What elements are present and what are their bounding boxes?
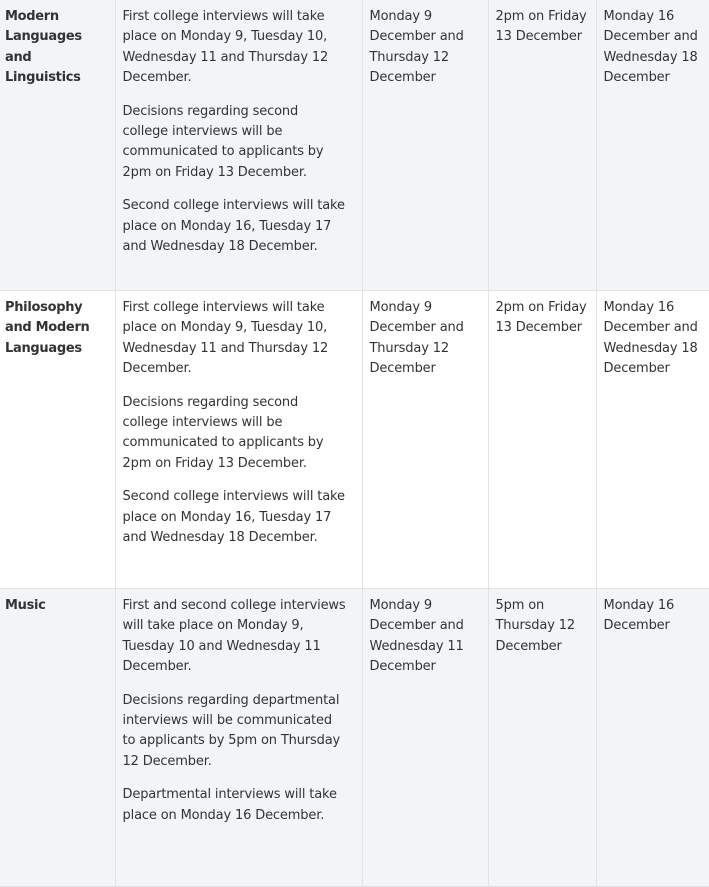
second-interview-dates-cell: Monday 16 December and Wednesday 18 December [596,0,709,291]
details-paragraph: Decisions regarding departmental interviews will be communicated to applicants by 5pm on Thursday 12 December. [122,692,341,769]
second-interview-dates-cell: Monday 16 December and Wednesday 18 December [596,291,709,589]
interview-details-cell [115,0,362,291]
subject-cell: Philosophy and Modern Languages [0,291,115,589]
subject-cell: Music [0,589,115,887]
first-interview-dates-cell: Monday 9 December and Wednesday 11 December [362,589,488,887]
second-interview-dates-cell: Monday 16 December [596,589,709,887]
first-interview-dates-cell: Monday 9 December and Thursday 12 December [362,291,488,589]
details-paragraph: First and second college interviews will take place on Monday 9, Tuesday 10 and Wednesday 11 December. [122,598,346,674]
details-paragraph: Second college interviews will take place on Monday 16, Tuesday 17 and Wednesday 18 December. [122,198,345,254]
details-paragraph: Departmental interviews will take place on Monday 16 December. [122,787,337,823]
table-row [0,291,709,589]
decision-time-cell: 5pm on Thursday 12 December [488,589,596,887]
first-interview-dates-cell: Monday 9 December and Thursday 12 December [362,0,488,291]
interview-details-cell [115,291,362,589]
table-row [0,0,709,291]
subject-cell: Modern Languages and Linguistics [0,0,115,291]
decision-time-cell: 2pm on Friday 13 December [488,291,596,589]
decision-time-cell: 2pm on Friday 13 December [488,0,596,291]
details-paragraph: Decisions regarding second college interviews will be communicated to applicants by 2pm on Friday 13 December. [122,103,324,180]
details-paragraph: First college interviews will take place on Monday 9, Tuesday 10, Wednesday 11 and Thursday 12 December. [122,9,329,85]
table-row [0,589,709,887]
details-paragraph: First college interviews will take place on Monday 9, Tuesday 10, Wednesday 11 and Thursday 12 December. [122,300,329,376]
details-paragraph: Decisions regarding second college interviews will be communicated to applicants by 2pm on Friday 13 December. [122,394,324,471]
interview-details-cell [115,589,362,887]
details-paragraph: Second college interviews will take place on Monday 16, Tuesday 17 and Wednesday 18 December. [122,489,345,545]
